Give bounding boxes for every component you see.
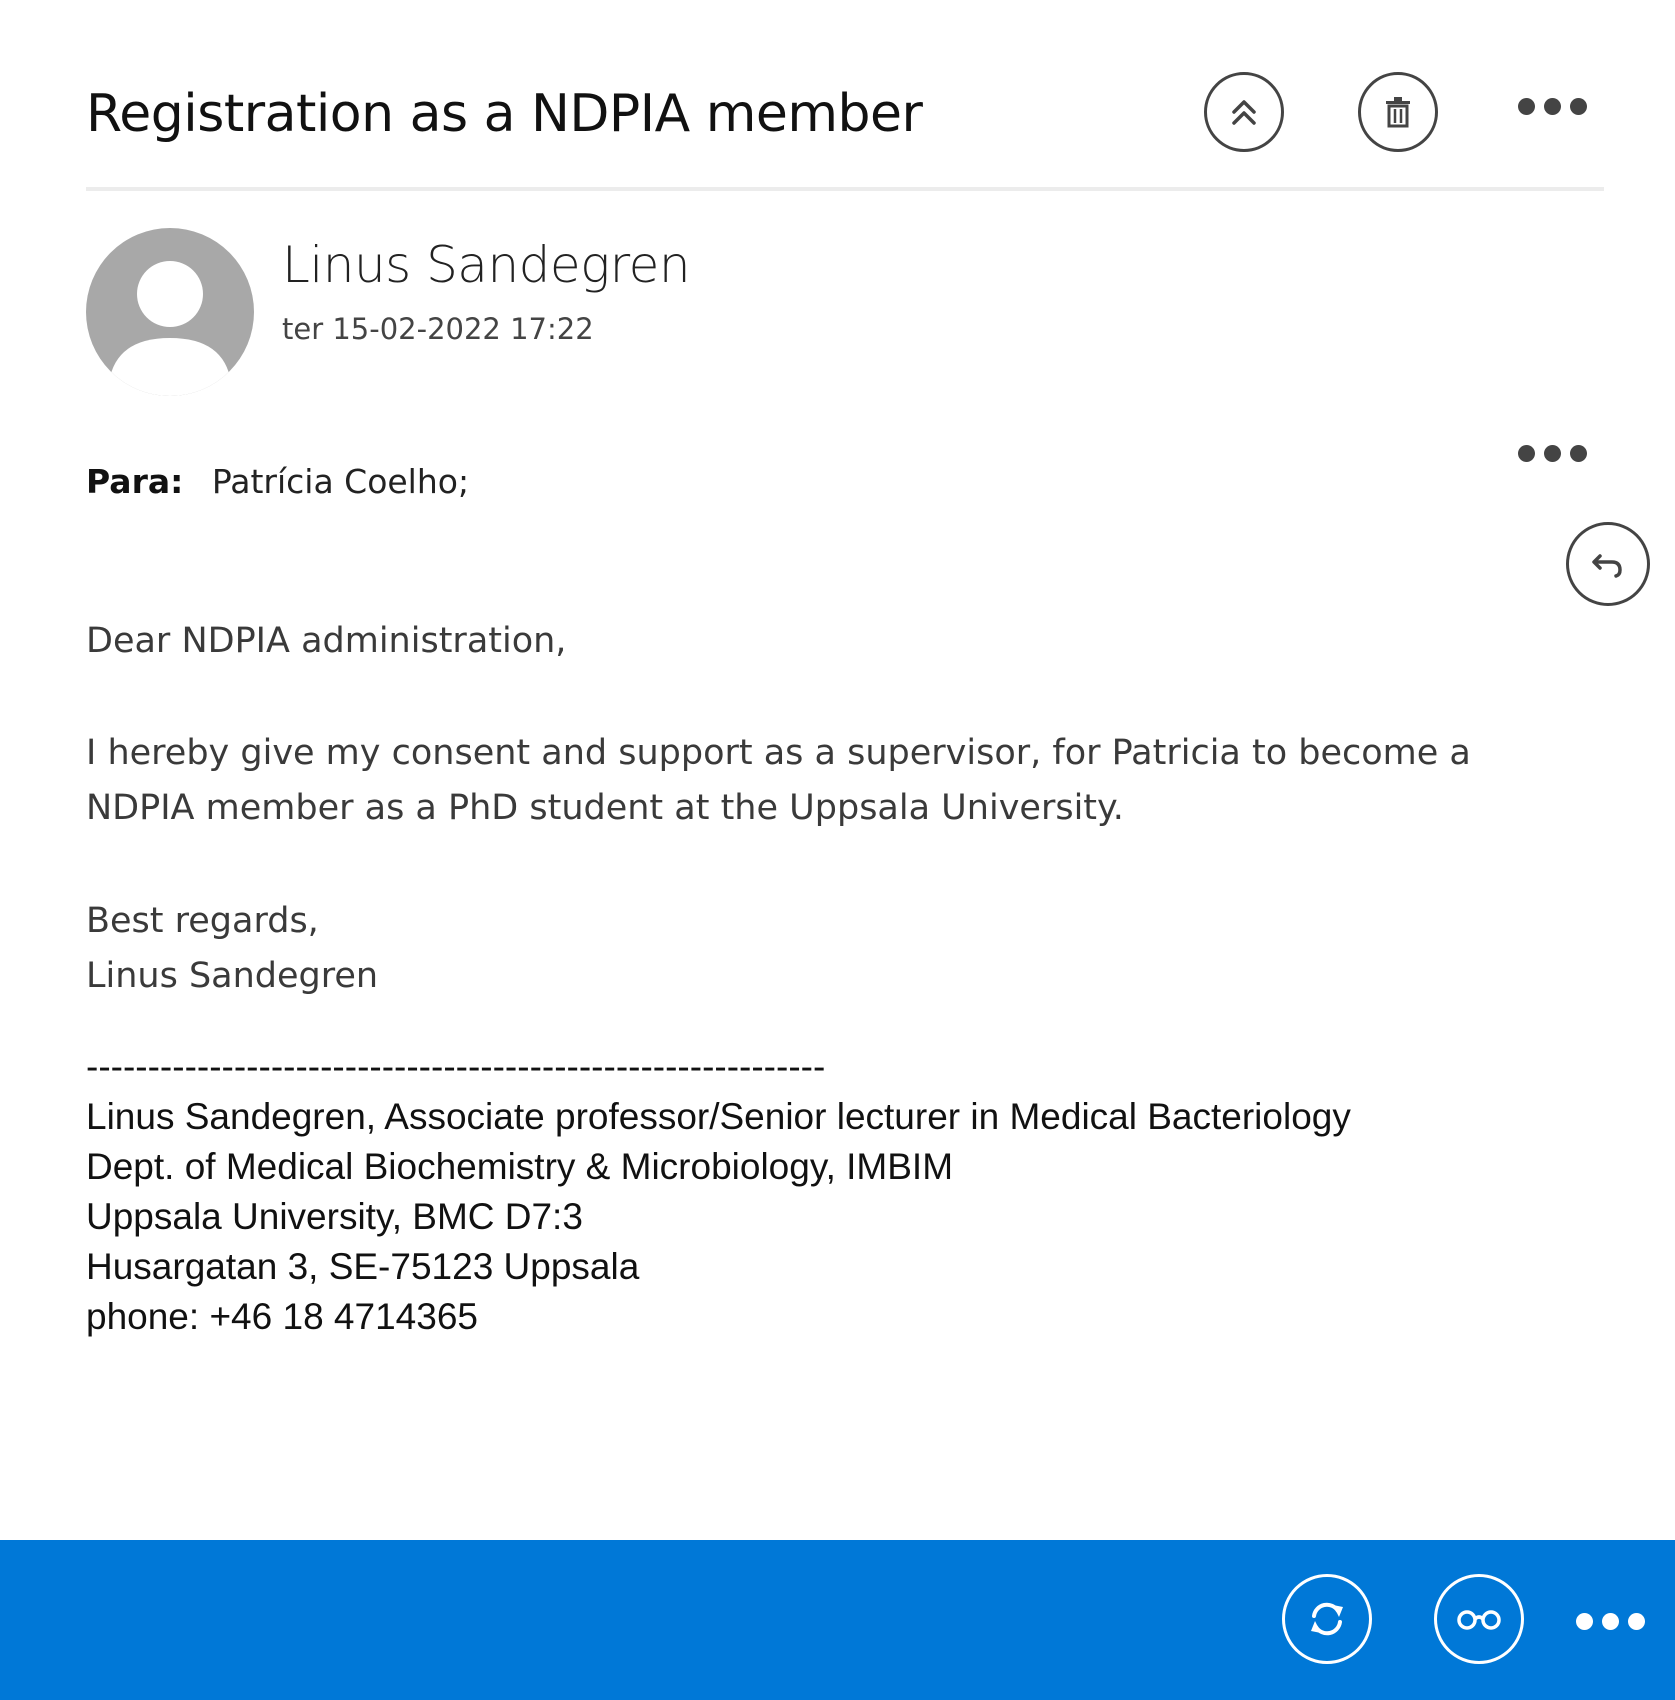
more-icon	[1518, 98, 1535, 115]
greeting: Dear NDPIA administration,	[86, 621, 567, 661]
paragraph-line-1: I hereby give my consent and support as a supervisor, for Patricia to become a	[86, 733, 1471, 773]
signature-line: Husargatan 3, SE-75123 Uppsala	[86, 1246, 640, 1287]
avatar	[86, 228, 254, 396]
app-bar	[0, 1540, 1675, 1700]
move-up-button[interactable]	[1204, 72, 1284, 152]
delete-button[interactable]	[1358, 72, 1438, 152]
paragraph-line-2: NDPIA member as a PhD student at the Uppsala University.	[86, 788, 1124, 828]
recipients-row	[86, 462, 469, 501]
reading-mode-button[interactable]	[1434, 1574, 1524, 1664]
reply-icon	[1586, 542, 1630, 586]
app-bar-more-button[interactable]	[1576, 1613, 1645, 1630]
to-label: Para:	[86, 462, 184, 501]
message-more-button[interactable]	[1518, 445, 1587, 462]
sender-name[interactable]: Linus Sandegren	[282, 236, 691, 294]
signature-line: phone: +46 18 4714365	[86, 1296, 478, 1337]
closing: Best regards,	[86, 901, 319, 941]
trash-icon	[1378, 92, 1418, 132]
message-subject: Registration as a NDPIA member	[86, 84, 923, 144]
signature-line: Uppsala University, BMC D7:3	[86, 1196, 583, 1237]
more-actions-button[interactable]	[1518, 98, 1587, 115]
move-up-icon	[1224, 92, 1264, 132]
recipient[interactable]: Patrícia Coelho;	[211, 462, 470, 501]
signature-separator: ------------------------------------------------------------	[86, 1046, 826, 1087]
sync-icon	[1303, 1595, 1351, 1643]
closing-name: Linus Sandegren	[86, 956, 379, 996]
reading-glasses-icon	[1453, 1604, 1505, 1634]
sync-button[interactable]	[1282, 1574, 1372, 1664]
reply-button[interactable]	[1566, 522, 1650, 606]
header-divider	[86, 187, 1604, 191]
message-date: ter 15-02-2022 17:22	[282, 312, 594, 346]
more-icon	[1576, 1613, 1593, 1630]
message-header	[0, 0, 1675, 200]
signature	[86, 1042, 1351, 1342]
signature-line: Linus Sandegren, Associate professor/Senior lecturer in Medical Bacteriology	[86, 1096, 1351, 1137]
signature-line: Dept. of Medical Biochemistry & Microbiology, IMBIM	[86, 1146, 954, 1187]
more-icon	[1518, 445, 1535, 462]
person-icon	[86, 228, 254, 396]
